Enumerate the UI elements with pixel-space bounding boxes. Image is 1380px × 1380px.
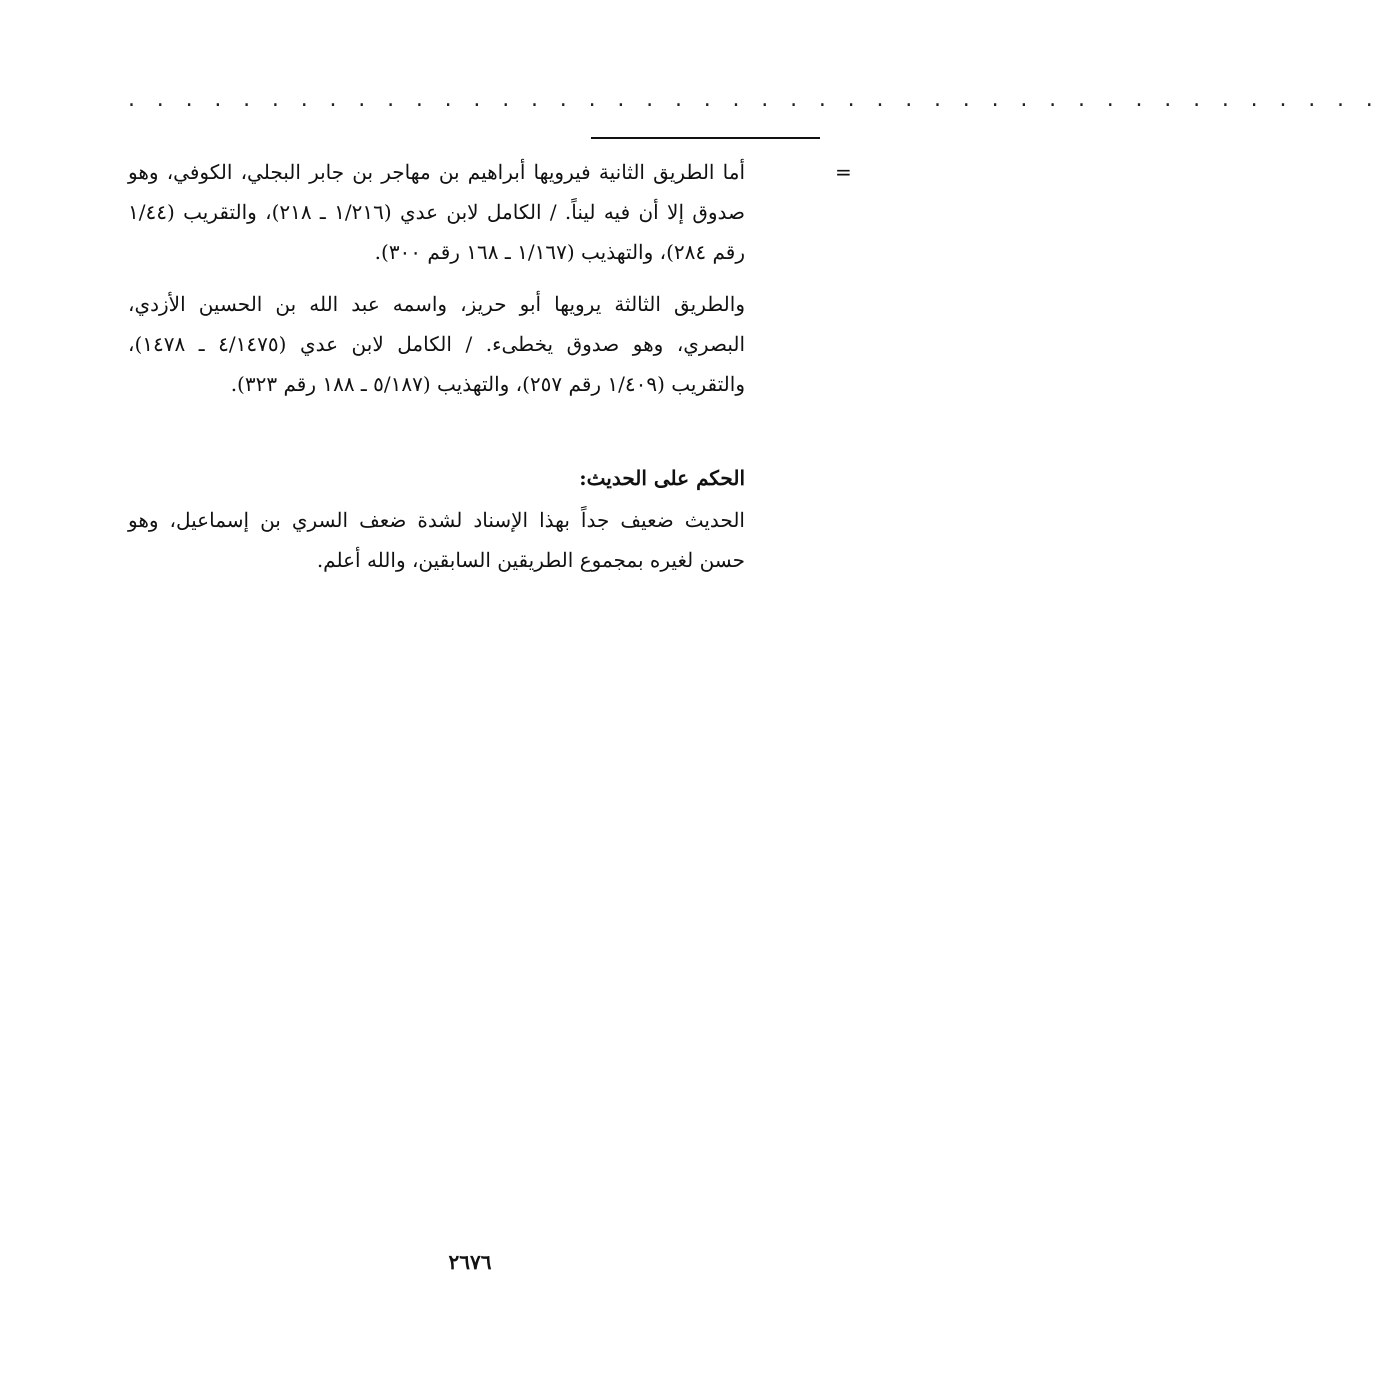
footnote-continuation-mark: = [835, 160, 852, 184]
footnote-separator-rule [591, 137, 820, 139]
page-number: ٢٦٧٦ [448, 1250, 492, 1274]
footnote-paragraph-third-route: والطريق الثالثة يرويها أبو حريز، واسمه عبد الله بن الحسين الأزدي، البصري، وهو صدوق يخطىء. / الكامل لابن عدي (٤/١٤٧٥ ـ ١٤٧٨)، والتقريب (١/٤٠٩ رقم ٢٥٧)، والتهذيب (٥/١٨٧ ـ ١٨٨ رقم ٣٢٣). [128, 292, 745, 396]
verdict-text: الحديث ضعيف جداً بهذا الإسناد لشدة ضعف السري بن إسماعيل، وهو حسن لغيره بمجموع الطريقين السابقين، والله أعلم. [128, 508, 745, 572]
verdict-heading: الحكم على الحديث: [579, 466, 745, 490]
footnote-dot-leader: . . . . . . . . . . . . . . . . . . . . . . . . . . . . . . . . . . . . . . . . . . . . [128, 87, 1380, 112]
footnote-paragraph-second-route: أما الطريق الثانية فيرويها أبراهيم بن مهاجر بن جابر البجلي، الكوفي، وهو صدوق إلا أن فيه ليناً. / الكامل لابن عدي (١/٢١٦ ـ ٢١٨)، والتقريب (١/٤٤ رقم ٢٨٤)، والتهذيب (١/١٦٧ ـ ١٦٨ رقم ٣٠٠). [128, 160, 745, 264]
